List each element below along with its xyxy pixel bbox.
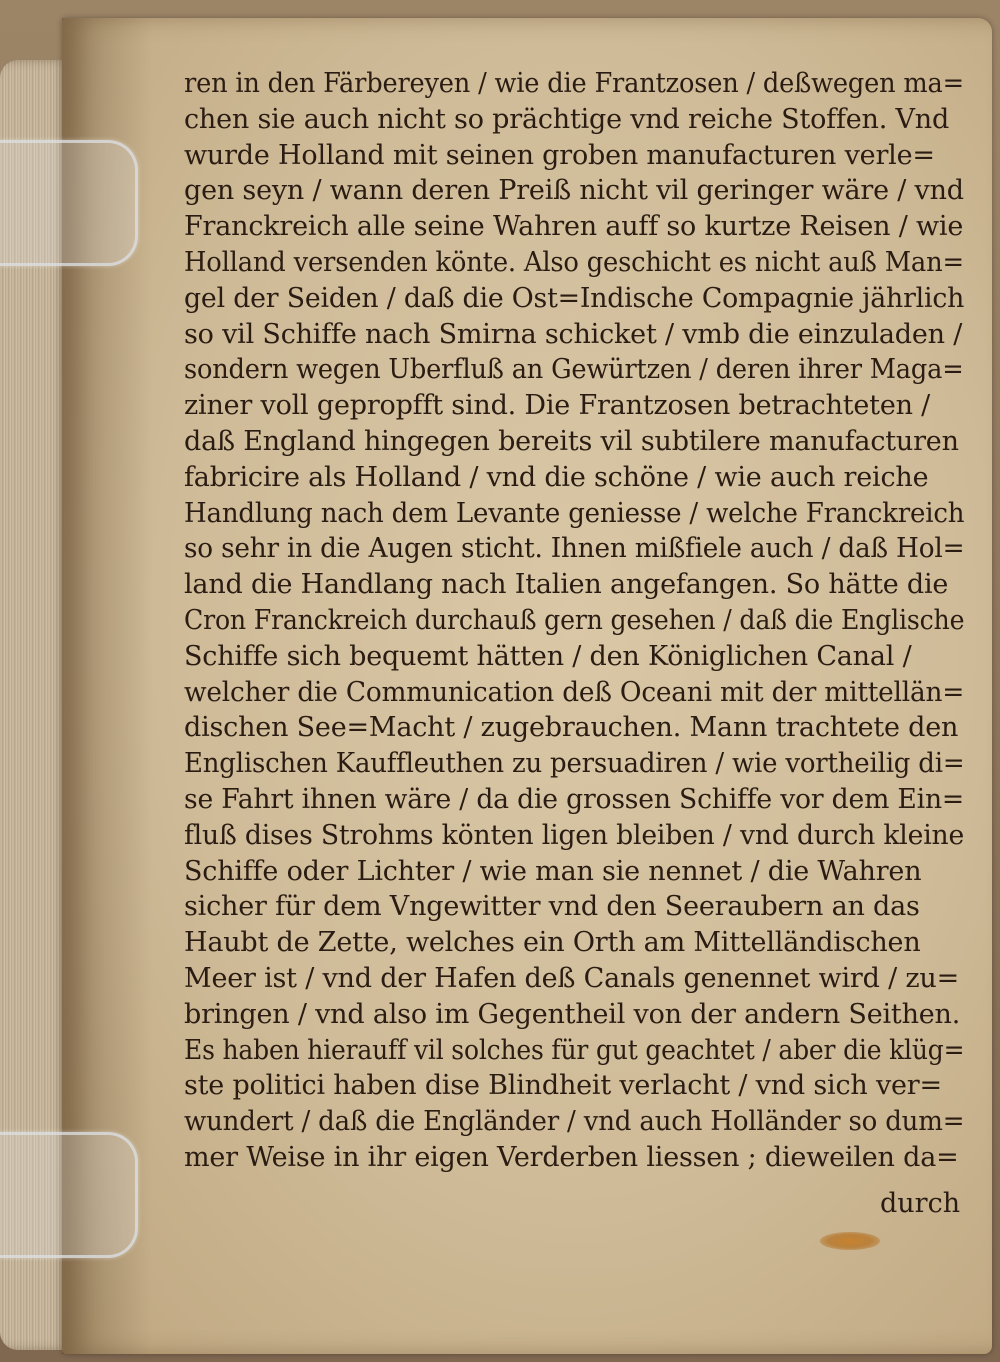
text-line: bringen / vnd also im Gegentheil von der andern Seithen. xyxy=(184,998,961,1030)
text-line: ziner voll gepropfft sind. Die Frantzosen betrachteten / xyxy=(184,390,931,422)
text-line: Schiffe sich bequemt hätten / den Königlichen Canal / xyxy=(184,640,912,672)
text-line: wurde Holland mit seinen groben manufacturen verle= xyxy=(184,139,935,171)
text-line: so vil Schiffe nach Smirna schicket / vmb die einzuladen / xyxy=(184,318,963,350)
text-line: welcher die Communication deß Oceani mit der mittellän= xyxy=(184,676,965,708)
text-line: wundert / daß die Engländer / vnd auch Holländer so dum= xyxy=(184,1106,965,1138)
bottom-page-clip xyxy=(0,1132,138,1258)
top-page-clip xyxy=(0,140,138,266)
text-line: land die Handlang nach Italien angefangen. So hätte die xyxy=(184,569,949,601)
text-line: se Fahrt ihnen wäre / da die grossen Schiffe vor dem Ein= xyxy=(184,783,965,815)
text-line: fluß dises Strohms könten ligen bleiben / vnd durch kleine xyxy=(184,819,965,851)
text-line: Franckreich alle seine Wahren auff so kurtze Reisen / wie xyxy=(184,211,964,243)
text-line: gen seyn / wann deren Preiß nicht vil geringer wäre / vnd xyxy=(184,175,964,207)
text-line: sicher für dem Vngewitter vnd den Seeraubern an das xyxy=(184,891,920,923)
text-line: sondern wegen Uberfluß an Gewürtzen / deren ihrer Maga= xyxy=(184,354,964,386)
text-line: Meer ist / vnd der Hafen deß Canals genennet wird / zu= xyxy=(184,962,959,994)
text-line: daß England hingegen bereits vil subtilere manufacturen xyxy=(184,425,959,457)
text-line: fabricire als Holland / vnd die schöne / wie auch reiche xyxy=(184,461,929,493)
text-line: ste politici haben dise Blindheit verlacht / vnd sich ver= xyxy=(184,1070,942,1102)
text-line: Es haben hierauff vil solches für gut geachtet / aber die klüg= xyxy=(184,1034,965,1066)
text-line: dischen See=Macht / zugebrauchen. Mann trachtete den xyxy=(184,712,959,744)
text-line: chen sie auch nicht so prächtige vnd reiche Stoffen. Vnd xyxy=(184,103,950,135)
text-line: ren in den Färbereyen / wie die Frantzosen / deßwegen ma= xyxy=(184,68,964,99)
text-line: Englischen Kauffleuthen zu persuadiren / wie vortheilig di= xyxy=(184,748,965,780)
catchword: durch xyxy=(880,1188,961,1219)
page-text xyxy=(184,66,964,1176)
text-line: Schiffe oder Lichter / wie man sie nennet / die Wahren xyxy=(184,855,922,887)
text-line: Handlung nach dem Levante geniesse / welche Franckreich xyxy=(184,497,965,529)
text-line: mer Weise in ihr eigen Verderben liessen ; dieweilen da= xyxy=(184,1141,959,1173)
page-stain xyxy=(820,1232,880,1250)
text-line: Haubt de Zette, welches ein Orth am Mittelländischen xyxy=(184,927,921,959)
text-line: Cron Franckreich durchauß gern gesehen / daß die Englische xyxy=(184,604,965,636)
text-line: gel der Seiden / daß die Ost=Indische Compagnie jährlich xyxy=(184,282,965,314)
text-line: so sehr in die Augen sticht. Ihnen mißfiele auch / daß Hol= xyxy=(184,533,965,565)
text-line: Holland versenden könte. Also geschicht es nicht auß Man= xyxy=(184,246,964,278)
